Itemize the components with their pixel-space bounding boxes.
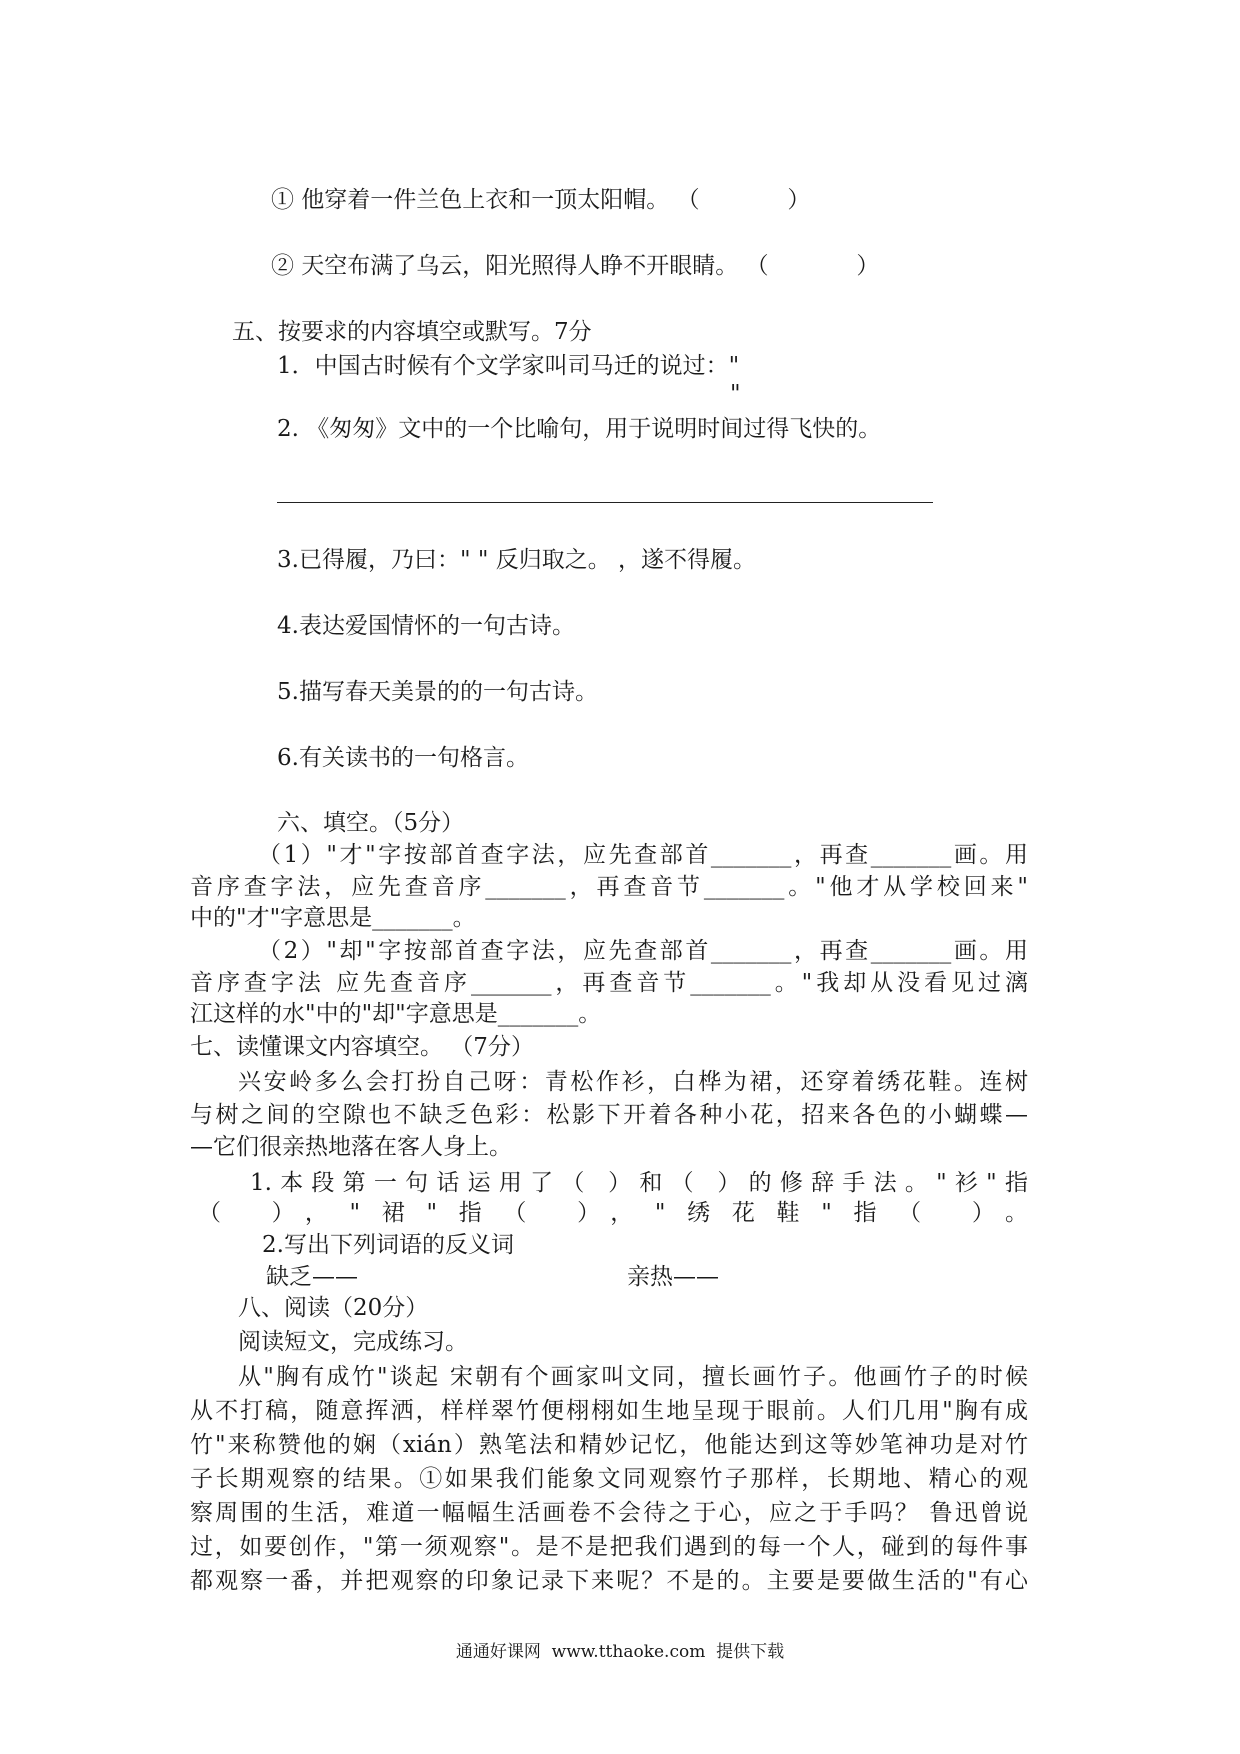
section5-q4: 4.表达爱国情怀的一句古诗。 [277,613,575,639]
section7-q1-line-2: （ ），"裙"指（ ），"绣花鞋"指（ ）。 [198,1200,1028,1226]
page-footer: 通通好课网 www.tthaoke.com 提供下载 [455,1642,785,1662]
section8-passage-line-4: 子长期观察的结果。①如果我们能象文同观察竹子那样，长期地、精心的观 [190,1466,1028,1492]
section6-heading: 六、填空。（5分） [277,810,465,836]
section5-q6: 6.有关读书的一句格言。 [277,745,529,771]
section7-passage-line-1: 兴安岭多么会打扮自己呀：青松作衫，白桦为裙，还穿着绣花鞋。连树 [238,1069,1028,1095]
section8-passage-line-3: 竹"来称赞他的娴（xián）熟笔法和精妙记忆，他能达到这等妙笔神功是对竹 [190,1432,1028,1458]
section7-antonym-b: 亲热—— [627,1264,719,1290]
section4-item-2: ② 天空布满了乌云，阳光照得人睁不开眼睛。 （ ） [271,253,880,279]
section7-passage-line-2: 与树之间的空隙也不缺乏色彩：松影下开着各种小花，招来各色的小蝴蝶— [190,1102,1028,1128]
section7-heading: 七、读懂课文内容填空。 （7分） [190,1034,534,1060]
section7-q2: 2.写出下列词语的反义词 [262,1232,514,1258]
section8-heading: 八、阅读（20分） [238,1295,429,1321]
section8-passage-line-5: 察周围的生活，难道一幅幅生活画卷不会待之于心，应之于手吗？ 鲁迅曾说 [190,1500,1028,1526]
section5-q1-close-quote: " [730,381,741,407]
section8-instruction: 阅读短文，完成练习。 [238,1329,468,1355]
section6-p1-line-2: 音序查字法，应先查音序_______，再查音节_______。"他才从学校回来" [190,874,1028,900]
section8-passage-line-1: 从"胸有成竹"谈起 宋朝有个画家叫文同，擅长画竹子。他画竹子的时候 [238,1364,1028,1390]
section6-p2-line-2: 音序查字法 应先查音序_______，再查音节_______。"我却从没看见过漓 [190,970,1028,996]
section6-p2-line-3: 江这样的水"中的"却"字意思是_______。 [190,1001,602,1027]
section6-p1-line-3: 中的"才"字意思是_______。 [190,905,476,931]
section5-q3: 3.已得履，乃曰：" " 反归取之。 ，遂不得履。 [277,547,757,573]
section7-q1-line-1: 1.本段第一句话运用了（ ）和（ ）的修辞手法。"衫"指 [250,1170,1028,1196]
section5-q5: 5.描写春天美景的的一句古诗。 [277,679,598,705]
section5-heading: 五、按要求的内容填空或默写。7分 [232,319,592,345]
section7-antonym-a: 缺乏—— [266,1264,358,1290]
section6-p1-line-1: （1）"才"字按部首查字法，应先查部首_______，再查_______画。用 [258,842,1028,868]
section7-passage-line-3: —它们很亲热地落在客人身上。 [190,1134,512,1160]
section8-passage-line-7: 都观察一番，并把观察的印象记录下来呢？不是的。主要是要做生活的"有心 [190,1568,1028,1594]
section6-p2-line-1: （2）"却"字按部首查字法，应先查部首_______，再查_______画。用 [258,938,1028,964]
section4-item-1: ① 他穿着一件兰色上衣和一顶太阳帽。 （ ） [271,187,811,213]
answer-line [277,502,933,503]
section8-passage-line-6: 过，如要创作，"第一须观察"。是不是把我们遇到的每一个人，碰到的每件事 [190,1534,1028,1560]
section5-q1: 1．中国古时候有个文学家叫司马迁的说过：" [277,353,740,379]
section8-passage-line-2: 从不打稿，随意挥洒，样样翠竹便栩栩如生地呈现于眼前。人们几用"胸有成 [190,1398,1028,1424]
section5-q2: 2. 《匆匆》文中的一个比喻句，用于说明时间过得飞快的。 [277,416,882,442]
